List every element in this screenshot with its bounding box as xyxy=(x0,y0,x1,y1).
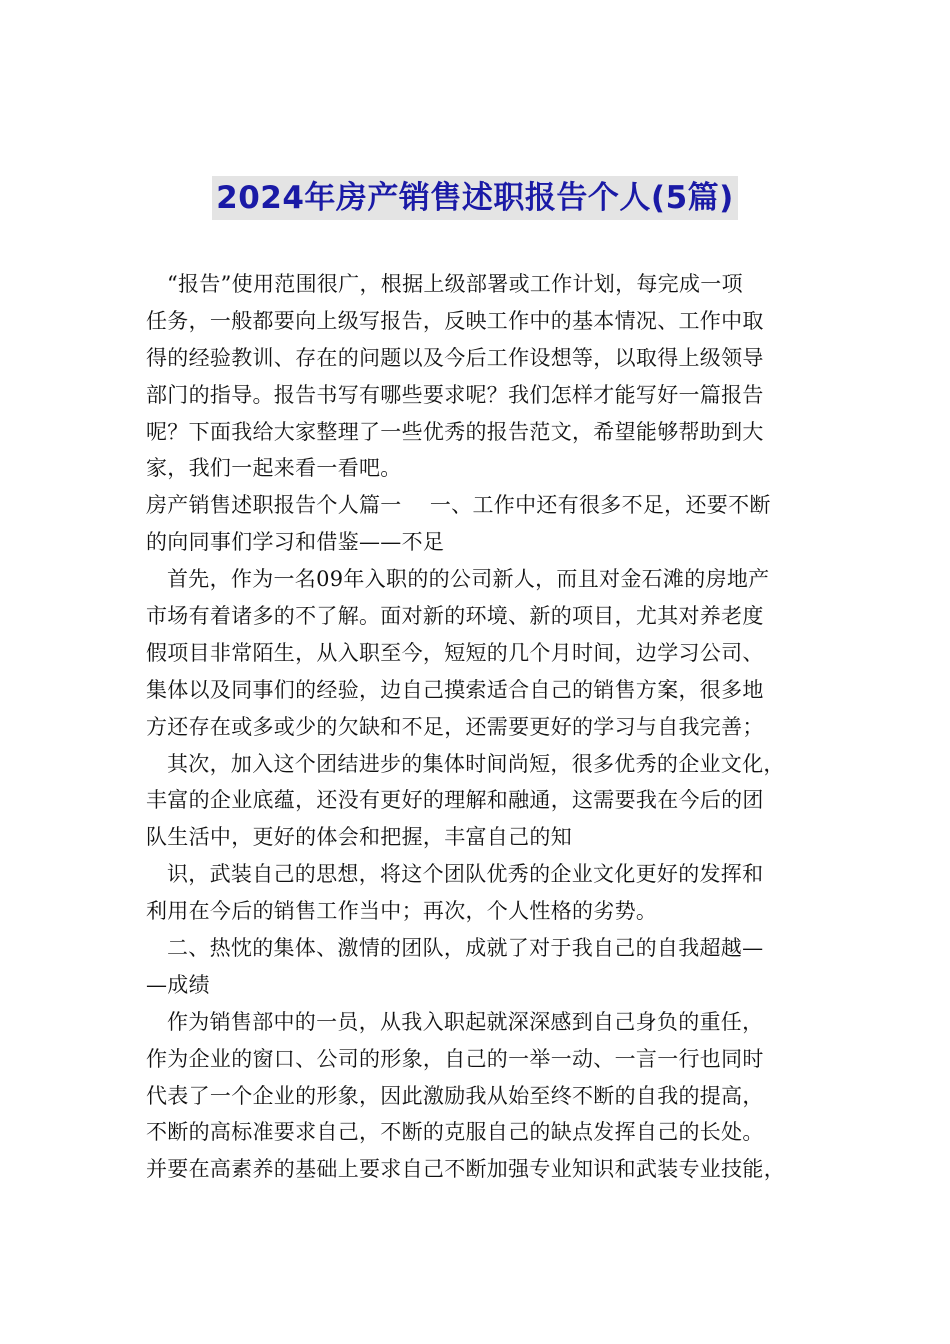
paragraph-line: 作为销售部中的一员，从我入职起就深深感到自己身负的重任， xyxy=(167,1009,764,1034)
document-title: 2024年房产销售述职报告个人(5篇) xyxy=(212,176,738,220)
paragraph-line: 任务，一般都要向上级写报告，反映工作中的基本情况、工作中取 xyxy=(146,308,764,333)
paragraph-line: 利用在今后的销售工作当中；再次，个人性格的劣势。 xyxy=(146,899,658,924)
paragraph-line: 部门的指导。报告书写有哪些要求呢？我们怎样才能写好一篇报告 xyxy=(146,382,764,407)
title-container xyxy=(0,176,950,220)
paragraph-line: 作为企业的窗口、公司的形象，自己的一举一动、一言一行也同时 xyxy=(146,1046,764,1071)
paragraph-line: 得的经验教训、存在的问题以及今后工作设想等，以取得上级领导 xyxy=(146,345,764,370)
paragraph-line: 家，我们一起来看一看吧。 xyxy=(146,456,402,481)
section-heading-line: 房产销售述职报告个人篇一 一、工作中还有很多不足，还要不断 xyxy=(146,493,771,518)
paragraph-line: 的向同事们学习和借鉴——不足 xyxy=(146,530,445,555)
paragraph-line: 假项目非常陌生，从入职至今，短短的几个月时间，边学习公司、 xyxy=(146,640,764,665)
paragraph-line: —成绩 xyxy=(146,972,210,997)
paragraph-line: 方还存在或多或少的欠缺和不足，还需要更好的学习与自我完善； xyxy=(146,714,764,739)
paragraph-line: 首先，作为一名09年入职的的公司新人，而且对金石滩的房地产 xyxy=(167,567,770,592)
paragraph-line: 代表了一个企业的形象，因此激励我从始至终不断的自我的提高， xyxy=(146,1083,764,1108)
paragraph-line: “报告”使用范围很广，根据上级部署或工作计划，每完成一项 xyxy=(167,272,743,296)
paragraph-line: 二、热忱的集体、激情的团队，成就了对于我自己的自我超越— xyxy=(167,936,764,961)
paragraph-line: 识，武装自己的思想，将这个团队优秀的企业文化更好的发挥和 xyxy=(167,862,764,887)
paragraph-line: 丰富的企业底蕴，还没有更好的理解和融通，这需要我在今后的团 xyxy=(146,788,764,813)
document-body xyxy=(146,266,826,1188)
paragraph-line: 市场有着诸多的不了解。面对新的环境、新的项目，尤其对养老度 xyxy=(146,604,764,629)
paragraph-line: 呢？下面我给大家整理了一些优秀的报告范文，希望能够帮助到大 xyxy=(146,419,764,444)
paragraph-line: 队生活中，更好的体会和把握，丰富自己的知 xyxy=(146,825,572,850)
paragraph-line: 并要在高素养的基础上要求自己不断加强专业知识和武装专业技能， xyxy=(146,1157,785,1182)
paragraph-line: 不断的高标准要求自己，不断的克服自己的缺点发挥自己的长处。 xyxy=(146,1120,764,1145)
paragraph-line: 其次，加入这个团结进步的集体时间尚短，很多优秀的企业文化， xyxy=(167,751,785,776)
paragraph-line: 集体以及同事们的经验，边自己摸索适合自己的销售方案，很多地 xyxy=(146,677,764,702)
